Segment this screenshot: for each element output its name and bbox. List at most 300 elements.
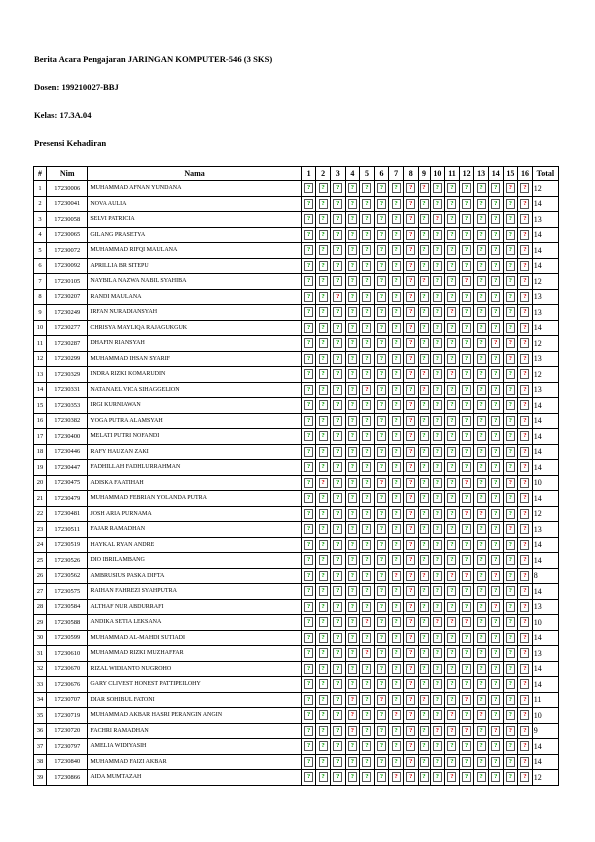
attendance-cell [330, 367, 345, 383]
attendance-cell [459, 398, 474, 414]
present-mark-icon: ? [392, 230, 401, 240]
attendance-cell [330, 196, 345, 212]
absent-mark-icon: ? [520, 354, 529, 364]
attendance-cell [330, 398, 345, 414]
present-mark-icon: ? [319, 431, 328, 441]
present-mark-icon: ? [462, 354, 471, 364]
attendance-cell [345, 398, 360, 414]
attendance-cell [301, 243, 316, 259]
attendance-cell [445, 754, 460, 770]
present-mark-icon: ? [477, 369, 486, 379]
attendance-cell [488, 460, 503, 476]
present-mark-icon: ? [392, 385, 401, 395]
present-mark-icon: ? [333, 741, 342, 751]
column-header: 12 [459, 167, 474, 181]
attendance-cell [459, 336, 474, 352]
table-header-row [34, 167, 559, 181]
attendance-cell [301, 661, 316, 677]
total-cell: 14 [532, 243, 558, 259]
present-mark-icon: ? [491, 462, 500, 472]
present-mark-icon: ? [319, 772, 328, 782]
attendance-cell [316, 413, 331, 429]
attendance-cell [374, 568, 389, 584]
attendance-cell [518, 320, 533, 336]
attendance-cell [374, 708, 389, 724]
nama-cell: AMELIA WIDIYASIH [88, 739, 301, 755]
present-mark-icon: ? [477, 354, 486, 364]
present-mark-icon: ? [333, 633, 342, 643]
table-row [34, 615, 559, 631]
attendance-cell [474, 491, 489, 507]
nama-cell: MUHAMMAD FEBRIAN YOLANDA PUTRA [88, 491, 301, 507]
row-number: 9 [34, 305, 47, 321]
attendance-cell [389, 398, 404, 414]
present-mark-icon: ? [447, 199, 456, 209]
attendance-cell [316, 475, 331, 491]
column-header: 6 [374, 167, 389, 181]
attendance-cell [374, 305, 389, 321]
present-mark-icon: ? [406, 385, 415, 395]
attendance-cell [430, 212, 445, 228]
absent-mark-icon: ? [406, 183, 415, 193]
attendance-cell [459, 661, 474, 677]
absent-mark-icon: ? [348, 726, 357, 736]
nama-cell: APRILLIA BR SITEPU [88, 258, 301, 274]
attendance-cell [301, 506, 316, 522]
attendance-cell [430, 289, 445, 305]
attendance-cell [445, 305, 460, 321]
present-mark-icon: ? [462, 602, 471, 612]
nama-cell: JOSH ARIA PURNAMA [88, 506, 301, 522]
present-mark-icon: ? [377, 524, 386, 534]
attendance-cell [459, 599, 474, 615]
present-mark-icon: ? [491, 431, 500, 441]
present-mark-icon: ? [377, 617, 386, 627]
table-row [34, 661, 559, 677]
present-mark-icon: ? [362, 261, 371, 271]
present-mark-icon: ? [348, 602, 357, 612]
row-number: 39 [34, 770, 47, 786]
present-mark-icon: ? [433, 261, 442, 271]
present-mark-icon: ? [392, 741, 401, 751]
attendance-cell [474, 692, 489, 708]
absent-mark-icon: ? [520, 679, 529, 689]
absent-mark-icon: ? [333, 292, 342, 302]
present-mark-icon: ? [348, 230, 357, 240]
absent-mark-icon: ? [520, 509, 529, 519]
attendance-cell [430, 491, 445, 507]
attendance-cell [330, 258, 345, 274]
present-mark-icon: ? [304, 338, 313, 348]
nama-cell: RIZAL WIDIANTO NUGROHO [88, 661, 301, 677]
attendance-cell [418, 739, 430, 755]
attendance-cell [345, 491, 360, 507]
attendance-cell [503, 196, 518, 212]
present-mark-icon: ? [348, 757, 357, 767]
present-mark-icon: ? [377, 648, 386, 658]
attendance-cell [345, 522, 360, 538]
present-mark-icon: ? [304, 772, 313, 782]
present-mark-icon: ? [477, 493, 486, 503]
absent-mark-icon: ? [520, 478, 529, 488]
attendance-cell [360, 754, 375, 770]
present-mark-icon: ? [462, 307, 471, 317]
attendance-cell [445, 584, 460, 600]
attendance-cell [474, 739, 489, 755]
present-mark-icon: ? [304, 493, 313, 503]
present-mark-icon: ? [433, 524, 442, 534]
absent-mark-icon: ? [406, 214, 415, 224]
attendance-cell [374, 615, 389, 631]
attendance-cell [418, 723, 430, 739]
attendance-cell [316, 615, 331, 631]
present-mark-icon: ? [477, 648, 486, 658]
attendance-cell [430, 646, 445, 662]
attendance-cell [301, 677, 316, 693]
table-row [34, 243, 559, 259]
present-mark-icon: ? [333, 462, 342, 472]
attendance-cell [445, 336, 460, 352]
present-mark-icon: ? [462, 447, 471, 457]
attendance-cell [389, 491, 404, 507]
attendance-cell [403, 568, 418, 584]
absent-mark-icon: ? [520, 431, 529, 441]
present-mark-icon: ? [319, 323, 328, 333]
attendance-cell [418, 289, 430, 305]
attendance-cell [474, 181, 489, 197]
attendance-cell [418, 754, 430, 770]
attendance-cell [330, 382, 345, 398]
attendance-cell [316, 708, 331, 724]
attendance-cell [316, 382, 331, 398]
absent-mark-icon: ? [520, 710, 529, 720]
attendance-cell [459, 537, 474, 553]
present-mark-icon: ? [506, 369, 515, 379]
present-mark-icon: ? [304, 602, 313, 612]
attendance-cell [418, 692, 430, 708]
attendance-cell [389, 506, 404, 522]
attendance-cell [503, 351, 518, 367]
present-mark-icon: ? [447, 292, 456, 302]
present-mark-icon: ? [491, 695, 500, 705]
row-number: 12 [34, 351, 47, 367]
present-mark-icon: ? [304, 710, 313, 720]
present-mark-icon: ? [420, 416, 429, 426]
present-mark-icon: ? [447, 183, 456, 193]
present-mark-icon: ? [491, 214, 500, 224]
present-mark-icon: ? [477, 416, 486, 426]
nim-cell: 17230719 [47, 708, 88, 724]
absent-mark-icon: ? [406, 555, 415, 565]
attendance-cell [360, 615, 375, 631]
present-mark-icon: ? [333, 431, 342, 441]
attendance-cell [488, 320, 503, 336]
attendance-cell [330, 739, 345, 755]
nim-cell: 17230575 [47, 584, 88, 600]
attendance-cell [474, 258, 489, 274]
present-mark-icon: ? [447, 648, 456, 658]
absent-mark-icon: ? [406, 571, 415, 581]
attendance-cell [360, 181, 375, 197]
nim-cell: 17230610 [47, 646, 88, 662]
attendance-cell [459, 351, 474, 367]
present-mark-icon: ? [348, 354, 357, 364]
attendance-cell [403, 692, 418, 708]
attendance-cell [345, 615, 360, 631]
present-mark-icon: ? [319, 679, 328, 689]
present-mark-icon: ? [392, 338, 401, 348]
present-mark-icon: ? [377, 354, 386, 364]
attendance-cell [430, 568, 445, 584]
attendance-cell [403, 429, 418, 445]
column-header: 11 [445, 167, 460, 181]
nim-cell: 17230479 [47, 491, 88, 507]
present-mark-icon: ? [348, 261, 357, 271]
attendance-cell [316, 568, 331, 584]
attendance-cell [430, 522, 445, 538]
absent-mark-icon: ? [491, 571, 500, 581]
table-row [34, 212, 559, 228]
attendance-cell [518, 475, 533, 491]
absent-mark-icon: ? [406, 307, 415, 317]
attendance-cell [301, 599, 316, 615]
attendance-cell [403, 289, 418, 305]
total-cell: 14 [532, 630, 558, 646]
absent-mark-icon: ? [462, 617, 471, 627]
attendance-cell [503, 491, 518, 507]
present-mark-icon: ? [348, 571, 357, 581]
attendance-cell [518, 305, 533, 321]
attendance-cell [503, 615, 518, 631]
present-mark-icon: ? [333, 664, 342, 674]
present-mark-icon: ? [491, 679, 500, 689]
present-mark-icon: ? [506, 586, 515, 596]
present-mark-icon: ? [348, 478, 357, 488]
nim-cell: 17230353 [47, 398, 88, 414]
row-number: 14 [34, 382, 47, 398]
absent-mark-icon: ? [447, 307, 456, 317]
attendance-cell [418, 336, 430, 352]
present-mark-icon: ? [392, 323, 401, 333]
present-mark-icon: ? [506, 571, 515, 581]
attendance-cell [360, 692, 375, 708]
present-mark-icon: ? [333, 772, 342, 782]
present-mark-icon: ? [348, 323, 357, 333]
present-mark-icon: ? [462, 261, 471, 271]
present-mark-icon: ? [362, 586, 371, 596]
attendance-cell [430, 584, 445, 600]
nama-cell: CHRISYA MAYLIQA RAJAGUKGUK [88, 320, 301, 336]
present-mark-icon: ? [462, 633, 471, 643]
attendance-cell [503, 646, 518, 662]
total-cell: 12 [532, 336, 558, 352]
attendance-cell [518, 460, 533, 476]
table-row [34, 429, 559, 445]
present-mark-icon: ? [477, 633, 486, 643]
present-mark-icon: ? [477, 772, 486, 782]
present-mark-icon: ? [348, 524, 357, 534]
attendance-cell [403, 677, 418, 693]
attendance-cell [389, 708, 404, 724]
nama-cell: MUHAMMAD IHSAN SYARIF [88, 351, 301, 367]
attendance-cell [430, 243, 445, 259]
attendance-cell [316, 181, 331, 197]
present-mark-icon: ? [362, 447, 371, 457]
present-mark-icon: ? [420, 431, 429, 441]
present-mark-icon: ? [420, 447, 429, 457]
absent-mark-icon: ? [491, 338, 500, 348]
present-mark-icon: ? [462, 245, 471, 255]
attendance-cell [488, 723, 503, 739]
attendance-cell [474, 367, 489, 383]
attendance-cell [445, 181, 460, 197]
attendance-cell [389, 274, 404, 290]
attendance-cell [430, 196, 445, 212]
present-mark-icon: ? [362, 400, 371, 410]
attendance-cell [488, 444, 503, 460]
nim-cell: 17230249 [47, 305, 88, 321]
table-row [34, 289, 559, 305]
present-mark-icon: ? [377, 710, 386, 720]
present-mark-icon: ? [377, 338, 386, 348]
attendance-cell [360, 227, 375, 243]
attendance-cell [301, 692, 316, 708]
present-mark-icon: ? [462, 431, 471, 441]
attendance-cell [360, 723, 375, 739]
row-number: 2 [34, 196, 47, 212]
attendance-cell [430, 382, 445, 398]
table-row [34, 258, 559, 274]
attendance-cell [518, 258, 533, 274]
attendance-cell [301, 646, 316, 662]
present-mark-icon: ? [462, 385, 471, 395]
attendance-cell [459, 677, 474, 693]
attendance-cell [316, 320, 331, 336]
present-mark-icon: ? [377, 292, 386, 302]
attendance-cell [488, 274, 503, 290]
present-mark-icon: ? [392, 400, 401, 410]
present-mark-icon: ? [348, 648, 357, 658]
present-mark-icon: ? [491, 447, 500, 457]
present-mark-icon: ? [420, 354, 429, 364]
table-row [34, 475, 559, 491]
attendance-cell [403, 584, 418, 600]
attendance-cell [488, 398, 503, 414]
present-mark-icon: ? [420, 524, 429, 534]
present-mark-icon: ? [362, 338, 371, 348]
absent-mark-icon: ? [447, 726, 456, 736]
absent-mark-icon: ? [420, 369, 429, 379]
attendance-cell [418, 227, 430, 243]
attendance-cell [330, 460, 345, 476]
attendance-cell [474, 212, 489, 228]
attendance-cell [389, 196, 404, 212]
attendance-cell [389, 537, 404, 553]
present-mark-icon: ? [377, 633, 386, 643]
attendance-cell [330, 770, 345, 786]
attendance-cell [418, 491, 430, 507]
attendance-cell [389, 692, 404, 708]
attendance-cell [503, 336, 518, 352]
present-mark-icon: ? [304, 478, 313, 488]
present-mark-icon: ? [362, 757, 371, 767]
attendance-cell [360, 274, 375, 290]
attendance-cell [430, 723, 445, 739]
absent-mark-icon: ? [377, 478, 386, 488]
present-mark-icon: ? [319, 462, 328, 472]
nim-cell: 17230562 [47, 568, 88, 584]
attendance-cell [503, 584, 518, 600]
present-mark-icon: ? [491, 524, 500, 534]
attendance-cell [503, 692, 518, 708]
total-cell: 13 [532, 305, 558, 321]
attendance-cell [488, 692, 503, 708]
attendance-cell [345, 537, 360, 553]
attendance-cell [403, 537, 418, 553]
attendance-cell [403, 739, 418, 755]
present-mark-icon: ? [348, 633, 357, 643]
attendance-cell [430, 754, 445, 770]
attendance-cell [503, 367, 518, 383]
present-mark-icon: ? [377, 276, 386, 286]
absent-mark-icon: ? [447, 772, 456, 782]
attendance-cell [360, 506, 375, 522]
present-mark-icon: ? [462, 648, 471, 658]
attendance-cell [330, 661, 345, 677]
attendance-cell [316, 289, 331, 305]
present-mark-icon: ? [420, 400, 429, 410]
present-mark-icon: ? [506, 540, 515, 550]
table-row [34, 196, 559, 212]
present-mark-icon: ? [362, 695, 371, 705]
table-row [34, 413, 559, 429]
attendance-cell [389, 227, 404, 243]
nama-cell: FADHILLAH FADHLURRAHMAN [88, 460, 301, 476]
attendance-cell [301, 398, 316, 414]
attendance-cell [360, 196, 375, 212]
attendance-cell [389, 522, 404, 538]
attendance-cell [445, 351, 460, 367]
present-mark-icon: ? [506, 648, 515, 658]
present-mark-icon: ? [319, 447, 328, 457]
present-mark-icon: ? [392, 462, 401, 472]
present-mark-icon: ? [506, 261, 515, 271]
attendance-cell [330, 568, 345, 584]
present-mark-icon: ? [319, 726, 328, 736]
present-mark-icon: ? [491, 183, 500, 193]
nim-cell: 17230584 [47, 599, 88, 615]
attendance-cell [316, 661, 331, 677]
present-mark-icon: ? [420, 493, 429, 503]
present-mark-icon: ? [362, 540, 371, 550]
present-mark-icon: ? [304, 183, 313, 193]
total-cell: 14 [532, 258, 558, 274]
attendance-cell [389, 723, 404, 739]
absent-mark-icon: ? [406, 493, 415, 503]
attendance-cell [330, 584, 345, 600]
present-mark-icon: ? [319, 369, 328, 379]
absent-mark-icon: ? [406, 354, 415, 364]
attendance-cell [374, 475, 389, 491]
attendance-cell [445, 413, 460, 429]
total-cell: 14 [532, 584, 558, 600]
present-mark-icon: ? [377, 369, 386, 379]
present-mark-icon: ? [377, 230, 386, 240]
total-cell: 13 [532, 599, 558, 615]
present-mark-icon: ? [392, 695, 401, 705]
absent-mark-icon: ? [319, 478, 328, 488]
present-mark-icon: ? [377, 307, 386, 317]
